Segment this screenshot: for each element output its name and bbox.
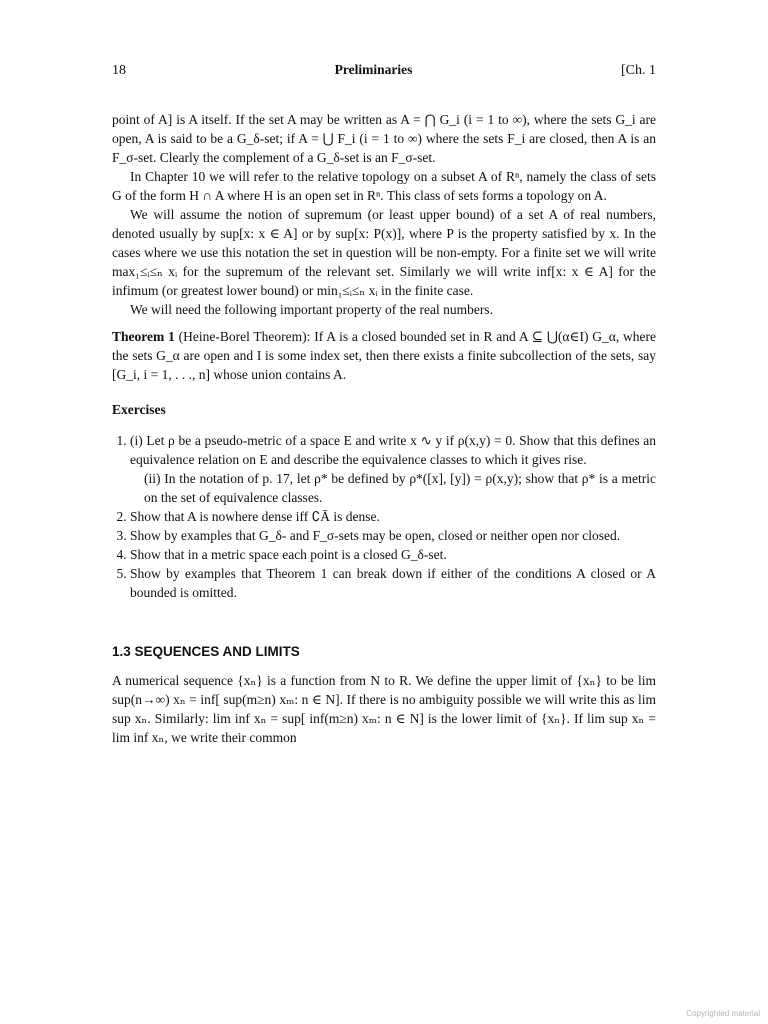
exercise-item-1 <box>130 431 656 507</box>
theorem-text: (Heine-Borel Theorem): If A is a closed bounded set in R and A ⊆ ⋃(α∈I) G_α, where the sets G_α are open and I is some index set, then there exists a finite subcollection of the sets, say [G_i, i = 1, . . ., n] whose union contains A. <box>112 329 657 382</box>
document-page <box>112 60 656 747</box>
paragraph-property-intro: We will need the following important property of the real numbers. <box>130 302 493 317</box>
page-number: 18 <box>112 63 126 78</box>
exercises-heading: Exercises <box>112 402 166 417</box>
copyright-watermark: Copyrighted material <box>686 1009 760 1018</box>
running-title: Preliminaries <box>334 62 413 77</box>
exercise-text: Show that in a metric space each point is a closed G_δ-set. <box>130 547 447 562</box>
exercise-item-3 <box>130 526 656 545</box>
theorem-label: Theorem 1 <box>112 329 175 344</box>
exercise-text: Show that A is nowhere dense iff ∁Ā is dense. <box>130 509 380 524</box>
paragraph-supremum: We will assume the notion of supremum (or least upper bound) of a set A of real numbers, denoted usually by sup[x: x ∈ A] or by sup[x: P(x)], where P is the property satisfied by x. In the cases where we use this notation the set in question will be non-empty. For a finite set we will write max₁≤ᵢ≤ₙ xᵢ for the supremum of the relevant set. Similarly we will write inf[x: x ∈ A] for the infimum (or greatest lower bound) or min₁≤ᵢ≤ₙ xᵢ in the finite case. <box>112 207 656 298</box>
running-header <box>112 60 656 80</box>
paragraph-relative-topology: In Chapter 10 we will refer to the relative topology on a subset A of Rⁿ, namely the class of sets G of the form H ∩ A where H is an open set in Rⁿ. This class of sets forms a topology on A. <box>112 169 656 203</box>
exercise-list <box>112 431 656 602</box>
exercise-text: (i) Let ρ be a pseudo-metric of a space E and write x ∿ y if ρ(x,y) = 0. Show that this defines an equivalence relation on E and describe the equivalence classes to which it gives rise. <box>130 433 656 467</box>
exercise-item-2 <box>130 507 656 526</box>
chapter-label: [Ch. 1 <box>620 63 656 78</box>
theorem-heine-borel <box>112 327 656 384</box>
exercise-subpart: (ii) In the notation of p. 17, let ρ* be defined by ρ*([x], [y]) = ρ(x,y); show that ρ* is a metric on the set of equivalence classes. <box>144 471 656 505</box>
section-paragraph: A numerical sequence {xₙ} is a function from N to R. We define the upper limit of {xₙ} to be lim sup(n→∞) xₙ = inf[ sup(m≥n) xₘ: n ∈ N]. If there is no ambiguity possible we will write this as lim sup xₙ. Similarly: lim inf xₙ = sup[ inf(m≥n) xₘ: n ∈ N] is the lower limit of {xₙ}. If lim sup xₙ = lim inf xₙ, we write their common <box>112 673 656 745</box>
exercise-text: Show by examples that Theorem 1 can break down if either of the conditions A closed or A bounded is omitted. <box>130 566 656 600</box>
exercise-text: Show by examples that G_δ- and F_σ-sets may be open, closed or neither open nor closed. <box>130 528 621 543</box>
exercise-item-4 <box>130 545 656 564</box>
section-heading: 1.3 SEQUENCES AND LIMITS <box>112 644 300 659</box>
paragraph-gdelta: point of A] is A itself. If the set A may be written as A = ⋂ G_i (i = 1 to ∞), where the sets G_i are open, A is said to be a G_δ-set; if A = ⋃ F_i (i = 1 to ∞) where the sets F_i are closed, then A is an F_σ-set. Clearly the complement of a G_δ-set is an F_σ-set. <box>112 112 656 165</box>
exercise-item-5 <box>130 564 656 602</box>
